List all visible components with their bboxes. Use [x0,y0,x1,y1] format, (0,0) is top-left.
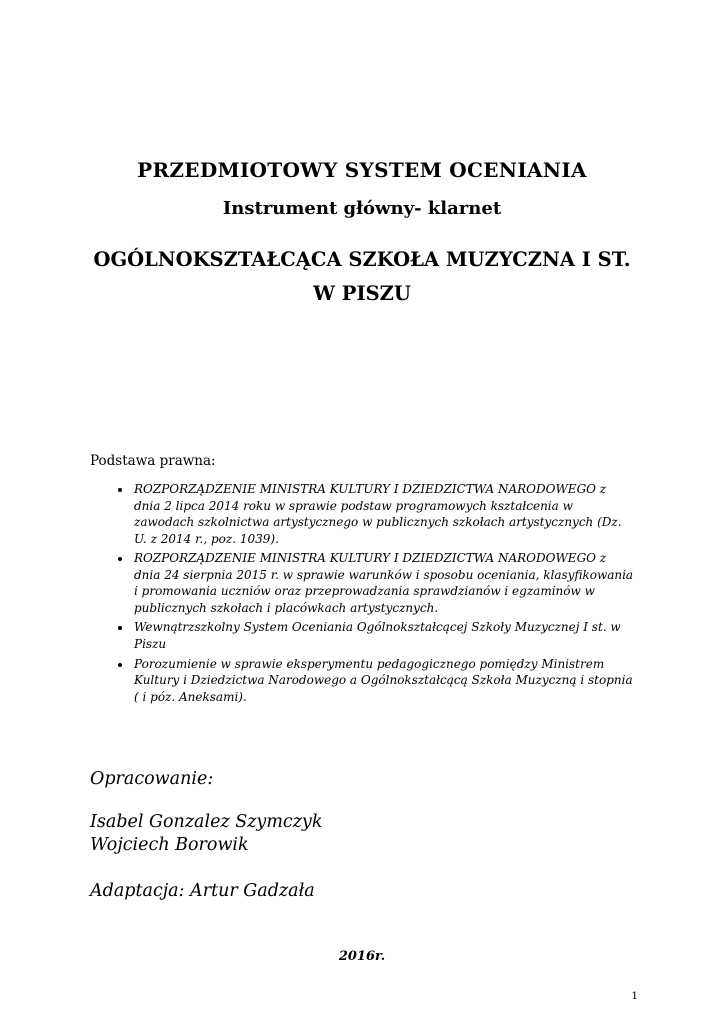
legal-item-2: • ROZPORZĄDZENIE MINISTRA KULTURY I DZIEDZICTWA NARODOWEGO z dnia 24 sierpnia 2015 r. w sprawie warunków i sposobu oceniania, klasyfikowania i promowania uczniów oraz przeprowadzania sprawdzianów i egzaminów w publicznych szkołach i placówkach artystycznych. [132,550,634,616]
school-name: OGÓLNOKSZTAŁCĄCA SZKOŁA MUZYCZNA I ST. W PISZU [93,248,631,305]
page-number: 1 [631,990,638,1002]
document-subtitle: Instrument główny- klarnet [222,198,502,219]
legal-basis-heading: Podstawa prawna: [90,453,216,470]
author-name-2: Wojciech Borowik [90,835,249,856]
legal-basis-list [90,481,634,705]
credits-heading: Opracowanie: [90,769,214,790]
document-year: 2016r. [338,949,386,965]
document-title: PRZEDMIOTOWY SYSTEM OCENIANIA [137,158,587,182]
author-name-1: Isabel Gonzalez Szymczyk [90,812,323,833]
title-block [90,0,634,310]
legal-item-4: • Porozumienie w sprawie eksperymentu pedagogicznego pomiędzy Ministrem Kultury i Dziedzictwa Narodowego a Ogólnokształcącą Szkoła Muzyczną i stopnia ( i póz. Aneksami). [132,656,634,706]
authors-block [90,811,634,857]
legal-item-1: • ROZPORZĄDZENIE MINISTRA KULTURY I DZIEDZICTWA NARODOWEGO z dnia 2 lipca 2014 roku w sprawie podstaw programowych kształcenia w zawodach szkolnictwa artystycznego w publicznych szkołach artystycznych (Dz. U. z 2014 r., poz. 1039). [132,481,634,547]
adaptation-credit: Adaptacja: Artur Gadzała [90,881,315,902]
legal-item-3: • Wewnątrzszkolny System Oceniania Ogólnokształcącej Szkoły Muzycznej I st. w Piszu [132,619,634,652]
